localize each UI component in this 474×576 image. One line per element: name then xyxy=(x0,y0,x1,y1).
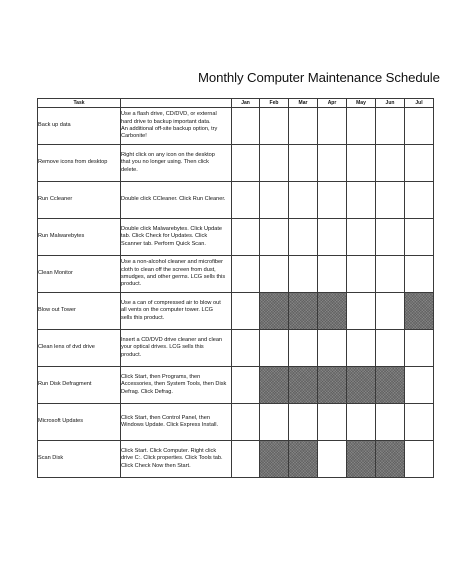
header-month-jun: Jun xyxy=(376,99,405,108)
month-cell-jul xyxy=(405,330,434,367)
table-row xyxy=(38,441,434,478)
description-line: Scanner tab. Perform Quick Scan. xyxy=(121,240,206,247)
description-line: Double click CCleaner. Click Run Cleaner. xyxy=(121,196,226,203)
task-name-cell: Back up data xyxy=(38,108,121,145)
description-line: An additional off-site backup option, try xyxy=(121,126,218,132)
description-line: tab. Click Check for Updates. Click xyxy=(121,233,208,240)
month-cell-jul xyxy=(405,367,434,404)
month-cell-may xyxy=(347,330,376,367)
month-cell-jan xyxy=(232,108,260,145)
month-cell-jul xyxy=(405,441,434,478)
table-row xyxy=(38,145,434,182)
description-line: Accessories, then System Tools, then Disk xyxy=(121,381,227,388)
month-cell-jun-shaded xyxy=(376,441,405,478)
month-cell-jun xyxy=(376,256,405,293)
description-line: Click Start. Click Computer. Right click xyxy=(121,447,217,454)
month-cell-mar xyxy=(289,219,318,256)
month-cell-apr xyxy=(318,256,347,293)
month-cell-mar-shaded xyxy=(289,441,318,478)
month-cell-feb xyxy=(260,404,289,441)
month-cell-apr xyxy=(318,108,347,145)
description-line: your optical drives. LCG sells this xyxy=(121,344,204,351)
month-cell-may xyxy=(347,182,376,219)
month-cell-mar xyxy=(289,182,318,219)
month-cell-jan xyxy=(232,330,260,367)
task-name-cell: Run Ccleaner xyxy=(38,182,121,219)
month-cell-feb xyxy=(260,219,289,256)
header-month-may: May xyxy=(347,99,376,108)
header-month-apr: Apr xyxy=(318,99,347,108)
month-cell-jun xyxy=(376,404,405,441)
month-cell-may-shaded xyxy=(347,441,376,478)
header-task: Task xyxy=(38,99,121,108)
description-line: Windows Update. Click Express Install. xyxy=(121,422,218,428)
month-cell-jun xyxy=(376,219,405,256)
maintenance-schedule-table xyxy=(37,98,434,478)
month-cell-apr-shaded xyxy=(318,293,347,330)
month-cell-jul xyxy=(405,256,434,293)
month-cell-jun xyxy=(376,108,405,145)
task-description-cell xyxy=(121,293,232,330)
header-month-jan: Jan xyxy=(232,99,260,108)
month-cell-jul xyxy=(405,145,434,182)
task-name-cell: Clean lens of dvd drive xyxy=(38,330,121,367)
table-row xyxy=(38,108,434,145)
task-description-cell xyxy=(121,367,232,404)
month-cell-jan xyxy=(232,367,260,404)
table-row xyxy=(38,182,434,219)
task-description-cell xyxy=(121,108,232,145)
description-line: Click Start, then Control Panel, then xyxy=(121,414,210,421)
description-line: Right click on any icon on the desktop xyxy=(121,151,215,158)
task-description-cell xyxy=(121,219,232,256)
table-row xyxy=(38,293,434,330)
month-cell-jan xyxy=(232,145,260,182)
description-line: that you no longer using. Then click xyxy=(121,159,209,166)
task-name-cell: Run Disk Defragment xyxy=(38,367,121,404)
task-name-cell: Clean Monitor xyxy=(38,256,121,293)
month-cell-jul xyxy=(405,108,434,145)
description-line: Insert a CD/DVD drive cleaner and clean xyxy=(121,336,223,343)
table-header xyxy=(38,99,434,108)
month-cell-may xyxy=(347,256,376,293)
task-description-cell xyxy=(121,182,232,219)
month-cell-mar-shaded xyxy=(289,367,318,404)
month-cell-feb xyxy=(260,256,289,293)
month-cell-mar-shaded xyxy=(289,293,318,330)
month-cell-apr xyxy=(318,219,347,256)
month-cell-feb xyxy=(260,182,289,219)
month-cell-jan xyxy=(232,182,260,219)
description-line: delete. xyxy=(121,166,138,173)
description-line: sells this product. xyxy=(121,314,165,321)
month-cell-mar xyxy=(289,145,318,182)
table-row xyxy=(38,256,434,293)
header-row xyxy=(38,99,434,108)
task-name-cell: Microsoft Updates xyxy=(38,404,121,441)
task-name-cell: Run Malwarebytes xyxy=(38,219,121,256)
description-line: Use a flash drive, CD/DVD, or external xyxy=(121,111,217,118)
month-cell-jun-shaded xyxy=(376,367,405,404)
month-cell-jul xyxy=(405,404,434,441)
task-description-cell xyxy=(121,441,232,478)
month-cell-jul-shaded xyxy=(405,293,434,330)
description-line: smudges, and other germs. LCG sells this xyxy=(121,274,226,280)
task-description-cell xyxy=(121,256,232,293)
description-line: Defrag. Click Defrag. xyxy=(121,388,173,395)
task-name-cell: Remove icons from desktop xyxy=(38,145,121,182)
month-cell-jan xyxy=(232,219,260,256)
month-cell-may xyxy=(347,404,376,441)
description-line: cloth to clean off the screen from dust, xyxy=(121,266,216,273)
month-cell-apr xyxy=(318,330,347,367)
task-name-cell: Blow out Tower xyxy=(38,293,121,330)
month-cell-may xyxy=(347,145,376,182)
month-cell-mar xyxy=(289,108,318,145)
table-row xyxy=(38,404,434,441)
month-cell-jun xyxy=(376,145,405,182)
month-cell-mar xyxy=(289,330,318,367)
task-description-cell xyxy=(121,330,232,367)
month-cell-jun xyxy=(376,182,405,219)
description-line: product. xyxy=(121,281,142,288)
description-line: drive C:. Click properties. Click Tools tab. xyxy=(121,455,223,462)
month-cell-may xyxy=(347,108,376,145)
month-cell-feb-shaded xyxy=(260,367,289,404)
description-line: Double click Malwarebytes. Click Update xyxy=(121,225,223,232)
month-cell-jun xyxy=(376,293,405,330)
description-line: Click Check Now then Start. xyxy=(121,462,191,469)
description-line: Use a non-alcohol cleaner and microfiber xyxy=(121,259,223,266)
task-description-cell xyxy=(121,404,232,441)
month-cell-jun xyxy=(376,330,405,367)
month-cell-may-shaded xyxy=(347,367,376,404)
month-cell-mar xyxy=(289,256,318,293)
month-cell-jan xyxy=(232,404,260,441)
month-cell-feb xyxy=(260,330,289,367)
month-cell-jul xyxy=(405,182,434,219)
description-line: Use a can of compressed air to blow out xyxy=(121,299,221,306)
month-cell-jan xyxy=(232,256,260,293)
month-cell-may xyxy=(347,219,376,256)
description-line: product. xyxy=(121,351,142,358)
header-month-jul: Jul xyxy=(405,99,434,108)
description-line: Carbonite! xyxy=(121,133,147,140)
header-month-feb: Feb xyxy=(260,99,289,108)
task-name-cell: Scan Disk xyxy=(38,441,121,478)
month-cell-mar xyxy=(289,404,318,441)
header-month-mar: Mar xyxy=(289,99,318,108)
month-cell-apr xyxy=(318,145,347,182)
description-line: hard drive to backup important data. xyxy=(121,118,211,125)
month-cell-feb-shaded xyxy=(260,293,289,330)
table-row xyxy=(38,367,434,404)
table-row xyxy=(38,330,434,367)
month-cell-feb-shaded xyxy=(260,441,289,478)
month-cell-jul xyxy=(405,219,434,256)
month-cell-may xyxy=(347,293,376,330)
month-cell-apr xyxy=(318,404,347,441)
header-description xyxy=(121,99,232,108)
table-body xyxy=(38,108,434,478)
month-cell-jan xyxy=(232,441,260,478)
month-cell-apr-shaded xyxy=(318,367,347,404)
table-row xyxy=(38,219,434,256)
description-line: all vents on the computer tower. LCG xyxy=(121,307,214,314)
month-cell-jan xyxy=(232,293,260,330)
month-cell-apr xyxy=(318,441,347,478)
month-cell-feb xyxy=(260,145,289,182)
task-description-cell xyxy=(121,145,232,182)
page-title: Monthly Computer Maintenance Schedule xyxy=(198,70,440,85)
month-cell-apr xyxy=(318,182,347,219)
month-cell-feb xyxy=(260,108,289,145)
description-line: Click Start, then Programs, then xyxy=(121,373,201,380)
